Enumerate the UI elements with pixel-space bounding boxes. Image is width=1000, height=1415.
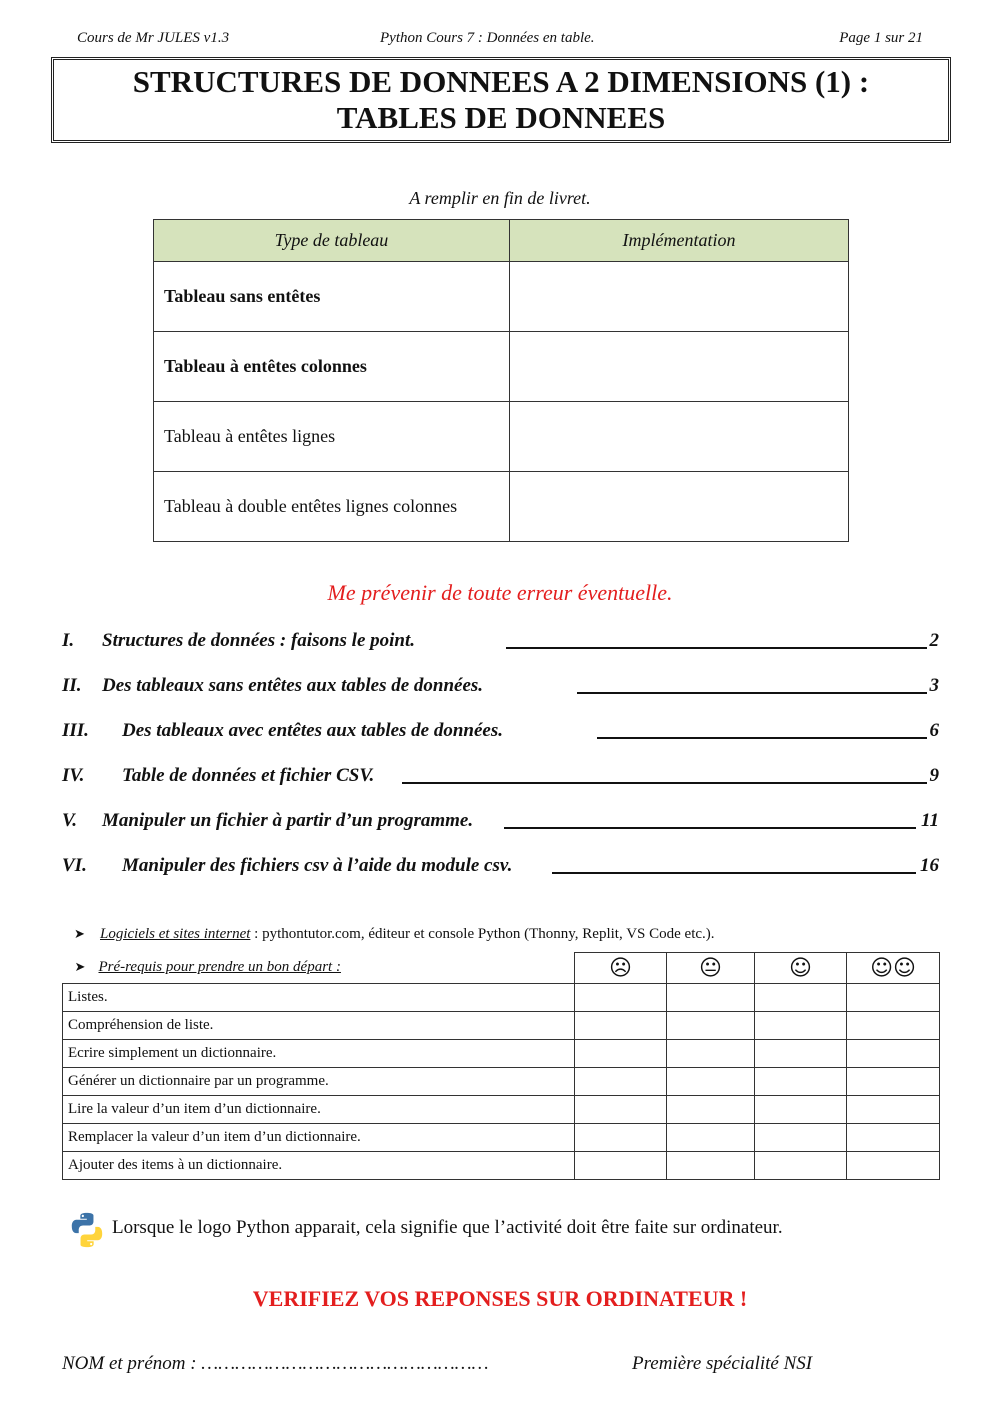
rating-cell[interactable] [575, 1040, 667, 1068]
prereq-table [62, 952, 940, 1180]
prereq-row [63, 1040, 940, 1068]
software-text: : pythontutor.com, éditeur et console Python (Thonny, Replit, VS Code etc.). [250, 926, 715, 942]
rating-cell[interactable] [847, 1012, 940, 1040]
header-page-number: Page 1 sur 21 [839, 30, 923, 46]
implementation-cell[interactable] [510, 402, 849, 472]
double-smiley-face-icon: ☺☺ [847, 953, 940, 984]
toc-page: 3 [929, 675, 939, 696]
prereq-item: Ajouter des items à un dictionnaire. [63, 1152, 575, 1180]
rating-cell[interactable] [847, 1124, 940, 1152]
prereq-row [63, 984, 940, 1012]
table-row [154, 262, 849, 332]
toc-number: VI. [62, 855, 87, 876]
toc-page: 2 [929, 630, 939, 651]
toc-page: 6 [929, 720, 939, 741]
prereq-item: Compréhension de liste. [63, 1012, 575, 1040]
toc-entry[interactable] [62, 720, 939, 744]
header-implementation: Implémentation [510, 220, 849, 262]
python-logo-icon [68, 1211, 106, 1249]
rating-cell[interactable] [847, 1096, 940, 1124]
toc-number: II. [62, 675, 82, 696]
rating-cell[interactable] [755, 984, 847, 1012]
page-title [51, 57, 951, 143]
prereq-item: Listes. [63, 984, 575, 1012]
python-note: Lorsque le logo Python apparait, cela signifie que l’activité doit être faite sur ordinateur. [112, 1217, 783, 1238]
type-cell: Tableau à entêtes colonnes [154, 332, 510, 402]
toc-number: IV. [62, 765, 85, 786]
rating-cell[interactable] [755, 1096, 847, 1124]
rating-cell[interactable] [667, 1152, 755, 1180]
toc-title: Manipuler des fichiers csv à l’aide du module csv. [122, 855, 513, 876]
prereq-row [63, 1124, 940, 1152]
prereq-label-wrap [75, 959, 341, 975]
implementation-cell[interactable] [510, 472, 849, 542]
toc-title: Manipuler un fichier à partir d’un programme. [102, 810, 474, 831]
toc-page: 9 [929, 765, 939, 786]
arrow-bullet-icon: ➤ [74, 959, 86, 975]
toc-entry[interactable] [62, 765, 939, 789]
verify-banner: VERIFIEZ VOS REPONSES SUR ORDINATEUR ! [252, 1286, 748, 1311]
software-line [74, 926, 715, 943]
rating-cell[interactable] [755, 1068, 847, 1096]
type-cell: Tableau sans entêtes [154, 262, 510, 332]
toc-title: Des tableaux sans entêtes aux tables de données. [102, 675, 484, 696]
rating-cell[interactable] [667, 1096, 755, 1124]
prereq-item: Remplacer la valeur d’un item d’un dictionnaire. [63, 1124, 575, 1152]
prereq-row [63, 1152, 940, 1180]
student-name-field[interactable]: NOM et prénom : …………………………………………… [62, 1353, 489, 1374]
rating-cell[interactable] [847, 1152, 940, 1180]
toc-number: III. [62, 720, 89, 741]
rating-cell[interactable] [755, 1040, 847, 1068]
toc-title: Des tableaux avec entêtes aux tables de données. [122, 720, 504, 741]
prereq-row [63, 1068, 940, 1096]
rating-cell[interactable] [667, 1040, 755, 1068]
rating-cell[interactable] [755, 1152, 847, 1180]
title-line-1: STRUCTURES DE DONNEES A 2 DIMENSIONS (1) : [132, 64, 870, 99]
toc-leader [552, 872, 916, 874]
toc-leader [504, 827, 916, 829]
type-cell: Tableau à entêtes lignes [154, 402, 510, 472]
prereq-row [63, 1012, 940, 1040]
rating-cell[interactable] [575, 984, 667, 1012]
rating-cell[interactable] [575, 1068, 667, 1096]
rating-cell[interactable] [755, 1012, 847, 1040]
toc-entry[interactable] [62, 675, 939, 699]
prereq-item: Ecrire simplement un dictionnaire. [63, 1040, 575, 1068]
header-chapter: Python Cours 7 : Données en table. [380, 30, 595, 46]
table-row [154, 402, 849, 472]
rating-cell[interactable] [667, 984, 755, 1012]
sad-face-icon: ☹ [575, 953, 667, 984]
prereq-header-row [63, 953, 940, 984]
rating-cell[interactable] [575, 1152, 667, 1180]
prereq-item: Lire la valeur d’un item d’un dictionnaire. [63, 1096, 575, 1124]
toc-entry[interactable] [62, 855, 939, 879]
toc-number: V. [62, 810, 77, 831]
rating-cell[interactable] [847, 984, 940, 1012]
title-line-2: TABLES DE DONNEES [336, 100, 666, 135]
toc-page: 11 [921, 810, 939, 831]
class-level: Première spécialité NSI [632, 1353, 813, 1374]
toc-title: Structures de données : faisons le point. [102, 630, 416, 651]
rating-cell[interactable] [575, 1124, 667, 1152]
rating-cell[interactable] [755, 1124, 847, 1152]
toc-page: 16 [920, 855, 939, 876]
prereq-label-cell [63, 953, 575, 984]
toc-leader [402, 782, 927, 784]
arrow-bullet-icon: ➤ [74, 926, 85, 941]
toc-leader [506, 647, 927, 649]
prereq-item: Générer un dictionnaire par un programme. [63, 1068, 575, 1096]
rating-cell[interactable] [575, 1012, 667, 1040]
rating-cell[interactable] [847, 1040, 940, 1068]
neutral-face-icon: 😐 [667, 953, 755, 984]
toc-entry[interactable] [62, 810, 939, 834]
header-course: Cours de Mr JULES v1.3 [77, 30, 230, 46]
toc-number: I. [62, 630, 75, 651]
table-row [154, 332, 849, 402]
header-type: Type de tableau [154, 220, 510, 262]
rating-cell[interactable] [667, 1124, 755, 1152]
type-cell: Tableau à double entêtes lignes colonnes [154, 472, 510, 542]
toc-title: Table de données et fichier CSV. [122, 765, 375, 786]
rating-cell[interactable] [667, 1012, 755, 1040]
fill-note: A remplir en fin de livret. [409, 188, 591, 208]
rating-cell[interactable] [575, 1096, 667, 1124]
error-warning: Me prévenir de toute erreur éventuelle. [327, 580, 673, 605]
rating-cell[interactable] [847, 1068, 940, 1096]
toc-entry[interactable] [62, 630, 939, 654]
implementation-cell[interactable] [510, 332, 849, 402]
implementation-cell[interactable] [510, 262, 849, 332]
table-row [154, 472, 849, 542]
prereq-label: Pré-requis pour prendre un bon départ : [98, 959, 341, 976]
rating-cell[interactable] [667, 1068, 755, 1096]
table-header-row [154, 220, 849, 262]
toc-leader [577, 692, 927, 694]
toc-leader [597, 737, 927, 739]
smiley-face-icon: ☺ [755, 953, 847, 984]
prereq-row [63, 1096, 940, 1124]
table-types [153, 219, 849, 542]
software-label: Logiciels et sites internet [100, 926, 251, 942]
